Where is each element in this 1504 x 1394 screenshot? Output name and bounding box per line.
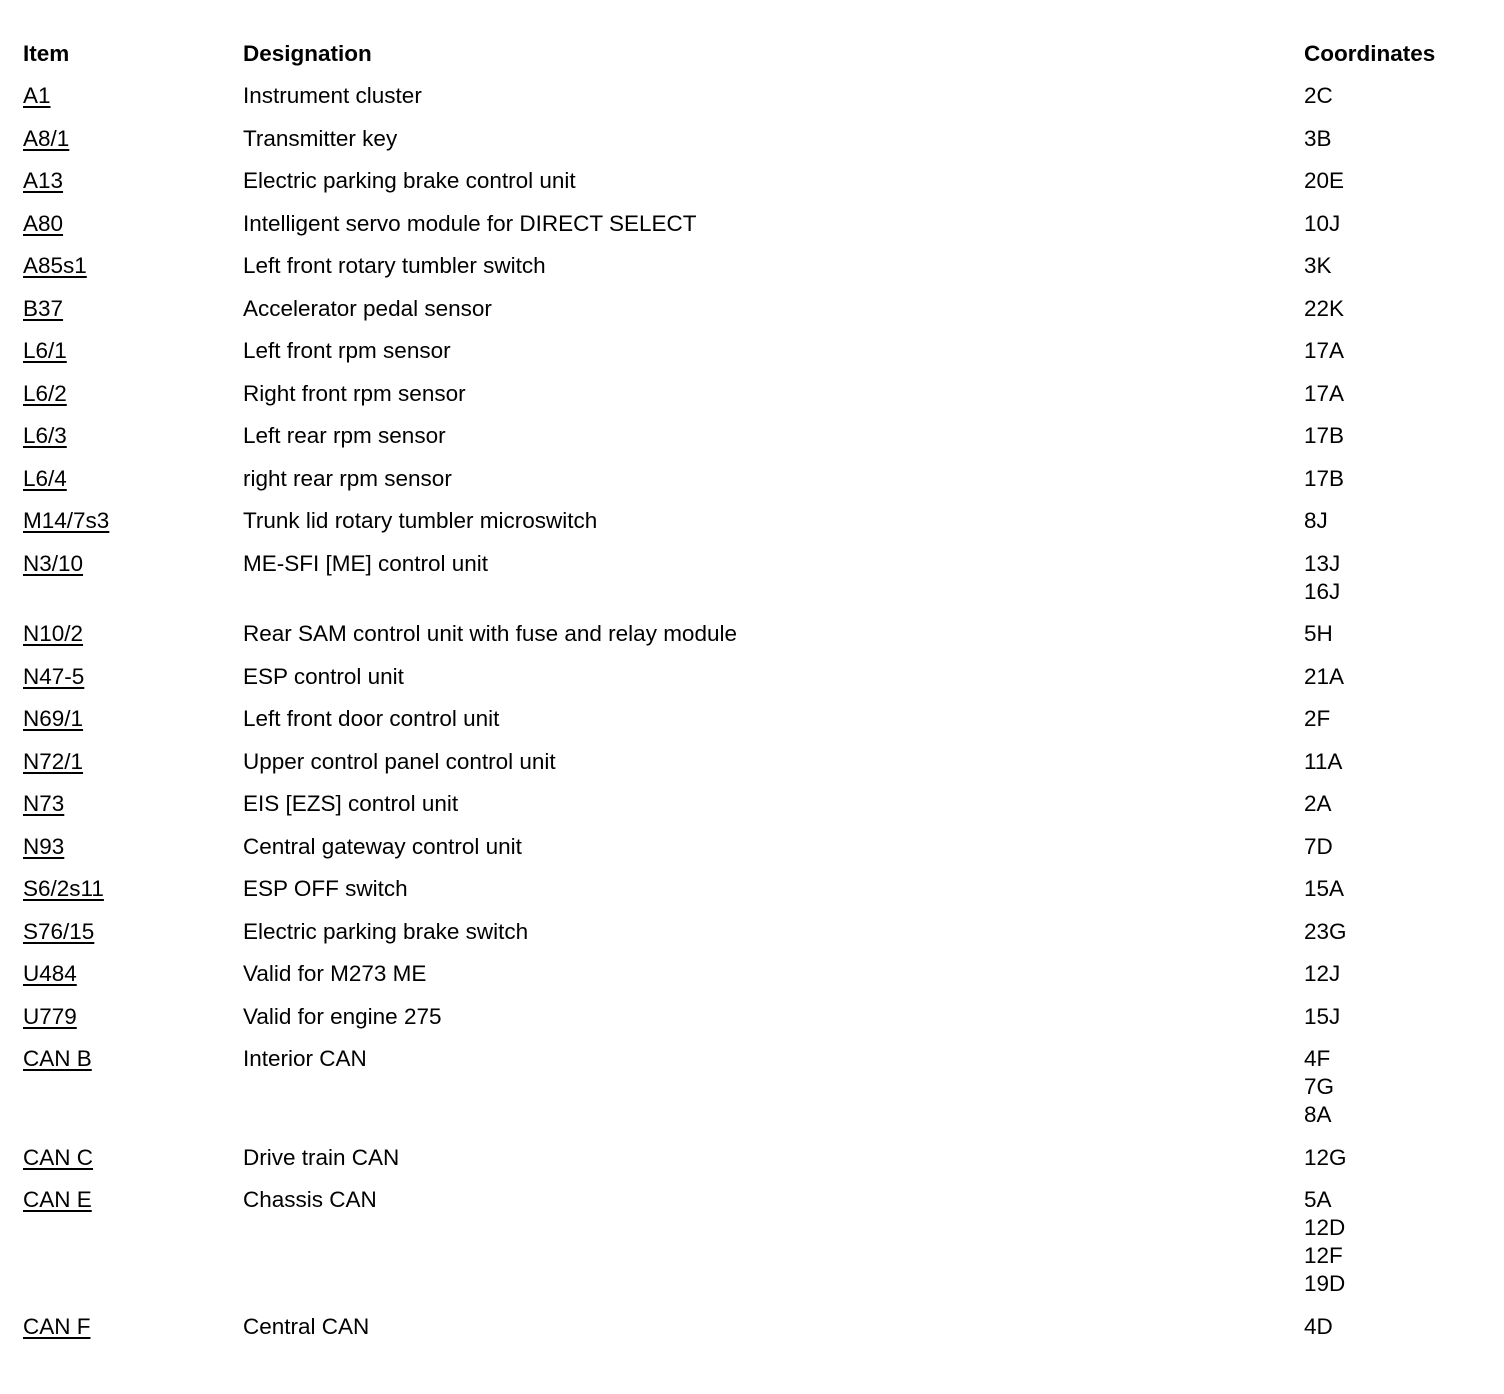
coordinate-value: 8J [1304, 508, 1328, 533]
coordinates-cell [1304, 1144, 1483, 1172]
item-cell [23, 1003, 243, 1031]
designation-cell: right rear rpm sensor [243, 465, 452, 491]
item-cell [23, 82, 243, 110]
header-designation: Designation [243, 41, 372, 66]
item-link[interactable]: N69/1 [23, 706, 84, 731]
coordinate-value: 12D [1304, 1215, 1346, 1240]
coordinate-value: 15A [1304, 876, 1345, 901]
coordinate-value: 2F [1304, 706, 1331, 731]
item-link[interactable]: CAN B [23, 1046, 92, 1071]
item-link[interactable]: N10/2 [23, 621, 84, 646]
item-cell [23, 620, 243, 648]
coordinate-value: 17B [1304, 465, 1345, 491]
header-coordinates: Coordinates [1304, 41, 1436, 66]
coordinate-value: 4D [1304, 1313, 1333, 1339]
table-row [23, 1000, 1483, 1043]
coordinates-cell [1304, 918, 1483, 946]
item-link[interactable]: A80 [23, 210, 64, 236]
coordinate-value: 3B [1304, 125, 1332, 151]
item-cell [23, 790, 243, 818]
table-row [23, 915, 1483, 958]
coordinates-cell [1304, 380, 1483, 408]
coordinates-cell [1304, 210, 1483, 238]
coordinate-value: 5H [1304, 621, 1333, 646]
coordinate-value: 2A [1304, 791, 1332, 816]
coordinate-value: 12G [1304, 1144, 1347, 1170]
coordinate-value: 12F [1304, 1243, 1343, 1268]
designation-cell: Left rear rpm sensor [243, 423, 446, 448]
coordinates-cell [1304, 1045, 1483, 1129]
table-row [23, 207, 1483, 250]
item-cell [23, 295, 243, 323]
coordinate-value: 17A [1304, 338, 1345, 363]
item-link[interactable]: U779 [23, 1003, 77, 1029]
table-row [23, 702, 1483, 745]
item-cell [23, 1313, 243, 1341]
coordinates-cell [1304, 1003, 1483, 1031]
table-row [23, 830, 1483, 873]
coordinate-value: 23G [1304, 918, 1347, 944]
designation-cell: Central gateway control unit [243, 833, 522, 859]
designation-cell: Accelerator pedal sensor [243, 295, 492, 321]
item-link[interactable]: N3/10 [23, 550, 84, 576]
item-link[interactable]: CAN E [23, 1187, 92, 1212]
designation-cell: Electric parking brake switch [243, 918, 529, 944]
table-row [23, 617, 1483, 660]
coordinates-cell [1304, 465, 1483, 493]
coordinates-cell [1304, 82, 1483, 110]
item-link[interactable]: A13 [23, 168, 64, 193]
coordinates-cell [1304, 422, 1483, 450]
coordinate-value: 2C [1304, 83, 1333, 108]
designation-cell: EIS [EZS] control unit [243, 791, 459, 816]
designation-cell: Transmitter key [243, 125, 398, 151]
item-link[interactable]: B37 [23, 295, 64, 321]
designation-cell: Instrument cluster [243, 83, 422, 108]
item-cell [23, 833, 243, 861]
table-row [23, 79, 1483, 122]
coordinate-value: 20E [1304, 168, 1345, 193]
designation-cell: Intelligent servo module for DIRECT SELECT [243, 210, 697, 236]
item-link[interactable]: N73 [23, 791, 65, 816]
item-link[interactable]: U484 [23, 961, 77, 986]
component-legend-table [23, 36, 1483, 1352]
table-row [23, 462, 1483, 505]
designation-cell: Valid for engine 275 [243, 1003, 442, 1029]
coordinates-cell [1304, 663, 1483, 691]
table-row [23, 122, 1483, 165]
designation-cell: Electric parking brake control unit [243, 168, 576, 193]
item-link[interactable]: S76/15 [23, 918, 95, 944]
designation-cell: ME-SFI [ME] control unit [243, 550, 489, 576]
item-cell [23, 748, 243, 776]
coordinate-value: 22K [1304, 295, 1345, 321]
coordinate-value: 8A [1304, 1102, 1332, 1127]
designation-cell: Central CAN [243, 1313, 370, 1339]
table-row [23, 872, 1483, 915]
item-link[interactable]: N47-5 [23, 663, 85, 689]
item-link[interactable]: N72/1 [23, 748, 84, 774]
designation-cell: Valid for M273 ME [243, 961, 427, 986]
coordinates-cell [1304, 167, 1483, 195]
table-row [23, 164, 1483, 207]
coordinate-value: 4F [1304, 1046, 1331, 1071]
table-row [23, 419, 1483, 462]
coordinates-cell [1304, 790, 1483, 818]
designation-cell: Drive train CAN [243, 1144, 400, 1170]
table-row [23, 334, 1483, 377]
item-cell [23, 1186, 243, 1214]
item-cell [23, 705, 243, 733]
item-cell [23, 210, 243, 238]
item-link[interactable]: CAN F [23, 1313, 91, 1339]
table-row [23, 547, 1483, 618]
designation-cell: Right front rpm sensor [243, 380, 466, 406]
item-link[interactable]: L6/4 [23, 465, 67, 491]
table-row [23, 292, 1483, 335]
coordinate-value: 17B [1304, 423, 1345, 448]
item-cell [23, 337, 243, 365]
table-row [23, 745, 1483, 788]
item-link[interactable]: L6/1 [23, 338, 67, 363]
item-cell [23, 550, 243, 578]
designation-cell: ESP OFF switch [243, 876, 408, 901]
coordinates-cell [1304, 337, 1483, 365]
coordinates-cell [1304, 550, 1483, 606]
table-row [23, 1183, 1483, 1310]
coordinate-value: 16J [1304, 578, 1341, 604]
coordinate-value: 11A [1304, 748, 1343, 774]
table-row [23, 1141, 1483, 1184]
table-row [23, 787, 1483, 830]
table-row [23, 660, 1483, 703]
coordinates-cell [1304, 960, 1483, 988]
designation-cell: Left front door control unit [243, 706, 500, 731]
item-cell [23, 125, 243, 153]
table-row [23, 504, 1483, 547]
table-body [23, 79, 1483, 1352]
item-cell [23, 167, 243, 195]
coordinate-value: 7D [1304, 833, 1333, 859]
coordinate-value: 5A [1304, 1187, 1332, 1212]
coordinate-value: 7G [1304, 1074, 1335, 1099]
item-link[interactable]: S6/2s11 [23, 876, 104, 901]
item-cell [23, 507, 243, 535]
item-cell [23, 380, 243, 408]
designation-cell: Interior CAN [243, 1046, 367, 1071]
item-cell [23, 252, 243, 280]
coordinate-value: 12J [1304, 961, 1341, 986]
item-link[interactable]: L6/2 [23, 380, 67, 406]
table-row [23, 1042, 1483, 1141]
coordinates-cell [1304, 1313, 1483, 1341]
designation-cell: Chassis CAN [243, 1187, 377, 1212]
item-cell [23, 918, 243, 946]
coordinates-cell [1304, 748, 1483, 776]
designation-cell: Rear SAM control unit with fuse and relay module [243, 621, 737, 646]
coordinates-cell [1304, 507, 1483, 535]
item-cell [23, 960, 243, 988]
item-link[interactable]: A1 [23, 83, 51, 108]
item-link[interactable]: A8/1 [23, 125, 70, 151]
coordinates-cell [1304, 875, 1483, 903]
coordinate-value: 17A [1304, 380, 1345, 406]
designation-cell: Left front rotary tumbler switch [243, 253, 546, 278]
table-row [23, 377, 1483, 420]
item-link[interactable]: M14/7s3 [23, 508, 110, 533]
item-cell [23, 465, 243, 493]
designation-cell: Trunk lid rotary tumbler microswitch [243, 508, 598, 533]
table-header [23, 36, 1483, 79]
item-link[interactable]: L6/3 [23, 423, 67, 448]
item-cell [23, 663, 243, 691]
designation-cell: ESP control unit [243, 663, 404, 689]
coordinates-cell [1304, 125, 1483, 153]
coordinate-value: 15J [1304, 1003, 1341, 1029]
coordinate-value: 19D [1304, 1271, 1346, 1296]
item-link[interactable]: A85s1 [23, 253, 87, 278]
coordinates-cell [1304, 705, 1483, 733]
coordinate-value: 21A [1304, 663, 1345, 689]
coordinates-cell [1304, 252, 1483, 280]
coordinates-cell [1304, 833, 1483, 861]
table-row [23, 957, 1483, 1000]
header-item: Item [23, 41, 70, 66]
coordinates-cell [1304, 295, 1483, 323]
coordinate-value: 13J [1304, 550, 1341, 576]
designation-cell: Left front rpm sensor [243, 338, 451, 363]
table-row [23, 1310, 1483, 1353]
item-link[interactable]: CAN C [23, 1144, 94, 1170]
designation-cell: Upper control panel control unit [243, 748, 556, 774]
item-cell [23, 875, 243, 903]
item-cell [23, 1144, 243, 1172]
coordinate-value: 3K [1304, 253, 1332, 278]
table-row [23, 249, 1483, 292]
item-link[interactable]: N93 [23, 833, 65, 859]
coordinates-cell [1304, 620, 1483, 648]
coordinates-cell [1304, 1186, 1483, 1298]
coordinate-value: 10J [1304, 210, 1341, 236]
item-cell [23, 422, 243, 450]
item-cell [23, 1045, 243, 1073]
